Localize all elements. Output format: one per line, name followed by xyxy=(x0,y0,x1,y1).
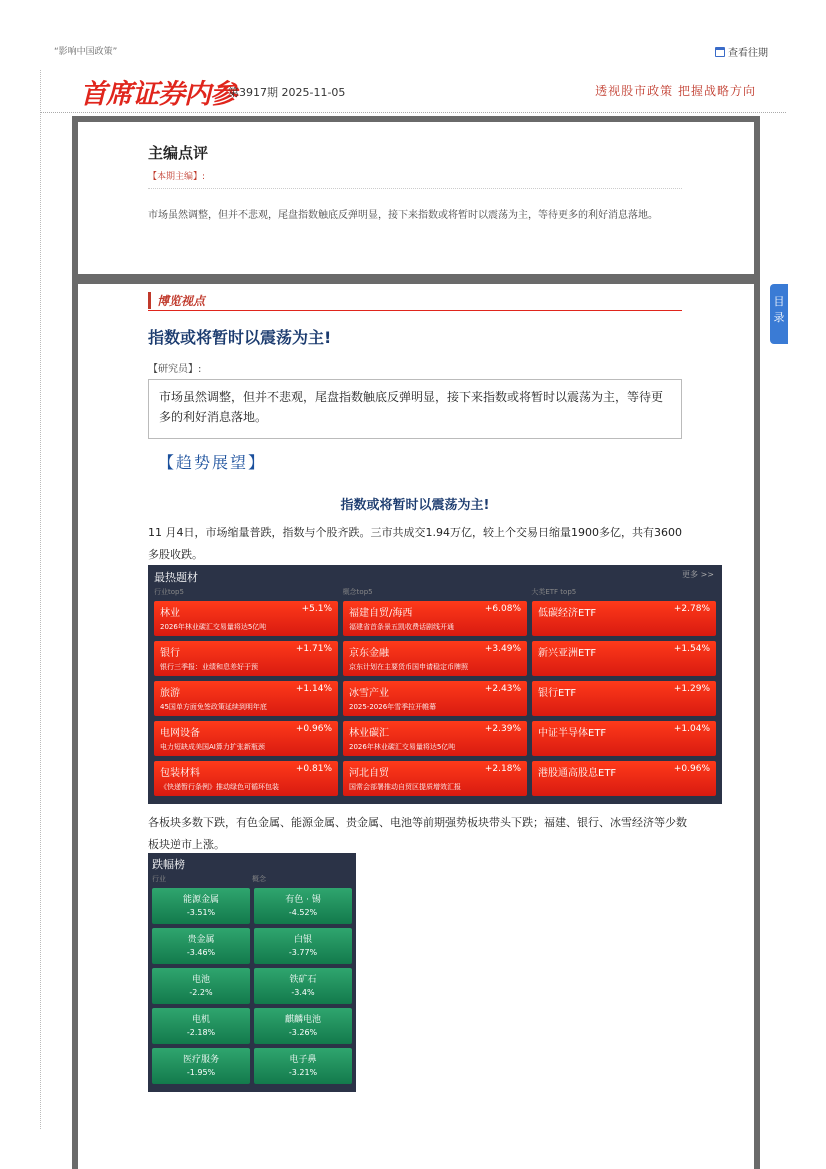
topic-name: 电网设备 xyxy=(160,728,200,739)
article-summary: 市场虽然调整，但并不悲观，尾盘指数触底反弹明显，接下来指数或将暂时以震荡为主，等待更多的利好消息落地。 xyxy=(148,379,682,439)
topic-name: 林业 xyxy=(160,608,180,619)
topic-news: 国常会部署推动自贸区提质增效汇报 xyxy=(349,783,461,791)
hot-topic-cell[interactable] xyxy=(343,761,527,796)
sector-name: 有色 · 锡 xyxy=(285,895,321,905)
topic-name: 银行 xyxy=(160,648,180,659)
editor-divider xyxy=(148,188,682,189)
topic-change: +0.96% xyxy=(295,724,332,734)
topic-name: 包装材料 xyxy=(160,768,200,779)
hot-topic-cell[interactable] xyxy=(154,681,338,716)
sector-change: -2.2% xyxy=(189,988,213,997)
trend-heading: 【趋势展望】 xyxy=(158,453,267,472)
sector-change: -3.4% xyxy=(291,988,315,997)
sector-name: 电池 xyxy=(191,975,210,985)
sector-change: -3.21% xyxy=(288,1068,318,1077)
topic-news: 2025-2026年雪季拉开帷幕 xyxy=(349,703,437,711)
editor-text: 市场虽然调整，但并不悲观，尾盘指数触底反弹明显，接下来指数或将暂时以震荡为主，等待更多的利好消息落地。 xyxy=(148,210,658,221)
topic-name: 京东金融 xyxy=(349,648,389,659)
decliner-cell[interactable] xyxy=(152,968,250,1004)
topic-change: +1.14% xyxy=(295,684,332,694)
hot-panel-title: 最热题材 xyxy=(154,571,198,584)
topic-news: 京东计划在主要货币国申请稳定币牌照 xyxy=(349,663,468,671)
topic-change: +0.81% xyxy=(295,764,332,774)
topic-change: +1.71% xyxy=(295,644,332,654)
section-tag: 博览视点 xyxy=(148,292,205,309)
hot-topics-panel xyxy=(148,565,722,804)
topic-change: +1.54% xyxy=(673,644,710,654)
topic-change: +5.1% xyxy=(301,604,332,614)
topic-name: 林业碳汇 xyxy=(349,728,389,739)
topic-name: 港股通高股息ETF xyxy=(538,768,617,779)
topic-name: 冰雪产业 xyxy=(349,688,389,699)
paragraph-1: 11 月4日，市场缩量普跌，指数与个股齐跌。三市共成交1.94万亿，较上个交易日缩量1900多亿，共有3600多股收跌。 xyxy=(148,526,682,561)
editor-subtitle: 【本期主编】: xyxy=(148,172,206,182)
sector-change: -3.46% xyxy=(186,948,216,957)
decliner-cell[interactable] xyxy=(254,928,352,964)
topic-change: +0.96% xyxy=(673,764,710,774)
topic-change: +2.43% xyxy=(484,684,521,694)
col-header: 行业top5 xyxy=(154,588,184,596)
sector-name: 贵金属 xyxy=(187,935,215,945)
hot-topic-cell[interactable] xyxy=(532,761,716,796)
hot-topic-cell[interactable] xyxy=(154,761,338,796)
hot-topic-cell[interactable] xyxy=(343,721,527,756)
topic-news: 2026年林业碳汇交易量将达5亿吨 xyxy=(349,743,456,751)
topic-news: 45国单方面免签政策延续到明年底 xyxy=(160,703,267,711)
hot-topic-cell[interactable] xyxy=(532,681,716,716)
hot-topic-cell[interactable] xyxy=(343,641,527,676)
topic-news: 2026年林业碳汇交易量将达5亿吨 xyxy=(160,623,267,631)
topic-change: +6.08% xyxy=(484,604,521,614)
slogan: 透视股市政策 把握战略方向 xyxy=(595,84,756,98)
hot-topic-cell[interactable] xyxy=(532,601,716,636)
topic-name: 中证半导体ETF xyxy=(538,728,607,739)
section-title: 指数或将暂时以震荡为主! xyxy=(340,498,490,513)
col-header: 行业 xyxy=(152,875,166,883)
sector-name: 医疗服务 xyxy=(182,1055,219,1065)
topic-change: +1.04% xyxy=(673,724,710,734)
more-link[interactable]: 更多 >> xyxy=(682,570,714,579)
decliner-cell[interactable] xyxy=(152,1048,250,1084)
hot-topic-cell[interactable] xyxy=(154,601,338,636)
topic-name: 河北自贸 xyxy=(349,768,389,779)
topic-news: 电力短缺成美国AI算力扩张新瓶颈 xyxy=(160,743,265,751)
topic-name: 福建自贸/海西 xyxy=(349,608,413,619)
sector-name: 麒麟电池 xyxy=(284,1015,321,1025)
sector-change: -3.51% xyxy=(186,908,216,917)
hot-topic-cell[interactable] xyxy=(154,641,338,676)
decliner-cell[interactable] xyxy=(254,968,352,1004)
sector-name: 能源金属 xyxy=(182,895,219,905)
decliner-cell[interactable] xyxy=(254,888,352,924)
decliner-cell[interactable] xyxy=(254,1048,352,1084)
issue-info: 第3917期 2025-11-05 xyxy=(228,86,346,99)
topic-change: +2.78% xyxy=(673,604,710,614)
topic-change: +3.49% xyxy=(484,644,521,654)
paragraph-2: 各板块多数下跌，有色金属、能源金属、贵金属、电池等前期强势板块带头下跌；福建、银行、冰雪经济等少数板块逆市上涨。 xyxy=(148,816,687,851)
history-link[interactable] xyxy=(715,44,768,59)
logo: 首席证券内参 xyxy=(80,79,236,110)
topic-news: 银行三季报：业绩和息差好于预 xyxy=(160,663,258,671)
decliner-cell[interactable] xyxy=(152,928,250,964)
sector-change: -2.18% xyxy=(186,1028,216,1037)
topic-news: 《快递暂行条例》推动绿色可循环包装 xyxy=(160,783,279,791)
decliner-cell[interactable] xyxy=(152,888,250,924)
hot-topic-cell[interactable] xyxy=(532,721,716,756)
sector-change: -4.52% xyxy=(288,908,318,917)
hot-topic-cell[interactable] xyxy=(154,721,338,756)
hot-topic-cell[interactable] xyxy=(343,681,527,716)
header-divider xyxy=(40,112,786,113)
tagline: “影响中国政策” xyxy=(54,47,118,57)
toc-tab[interactable]: 目录 xyxy=(770,284,788,344)
hot-topic-cell[interactable] xyxy=(343,601,527,636)
sector-name: 电机 xyxy=(191,1015,210,1025)
col-header: 概念top5 xyxy=(342,588,373,596)
topic-change: +2.39% xyxy=(484,724,521,734)
col-header: 大类ETF top5 xyxy=(531,588,577,596)
history-label: 查看往期 xyxy=(728,48,768,59)
topic-name: 旅游 xyxy=(160,688,180,699)
decliner-cell[interactable] xyxy=(152,1008,250,1044)
calendar-icon xyxy=(715,47,725,57)
sector-name: 电子鼻 xyxy=(289,1055,317,1065)
topic-name: 新兴亚洲ETF xyxy=(538,648,597,659)
article-title: 指数或将暂时以震荡为主! xyxy=(148,328,332,347)
topic-change: +1.29% xyxy=(673,684,710,694)
sector-change: -3.26% xyxy=(288,1028,318,1037)
section-divider xyxy=(148,310,682,311)
topic-change: +2.18% xyxy=(484,764,521,774)
sector-name: 铁矿石 xyxy=(289,975,317,985)
col-header: 概念 xyxy=(252,875,266,883)
editor-box xyxy=(72,116,760,280)
topic-news: 福建省首条景五凯收费话剧线开通 xyxy=(349,623,454,631)
topic-name: 低碳经济ETF xyxy=(538,608,597,619)
hot-topic-cell[interactable] xyxy=(532,641,716,676)
sector-name: 白银 xyxy=(293,935,312,945)
sector-change: -3.77% xyxy=(288,948,318,957)
editor-title: 主编点评 xyxy=(148,144,209,162)
left-divider xyxy=(40,70,41,1129)
decliner-cell[interactable] xyxy=(254,1008,352,1044)
sector-change: -1.95% xyxy=(186,1068,216,1077)
researcher-label: 【研究员】: xyxy=(148,364,202,375)
topic-name: 银行ETF xyxy=(538,688,577,699)
drop-panel-title: 跌幅榜 xyxy=(152,858,185,871)
decliners-panel xyxy=(148,853,356,1092)
